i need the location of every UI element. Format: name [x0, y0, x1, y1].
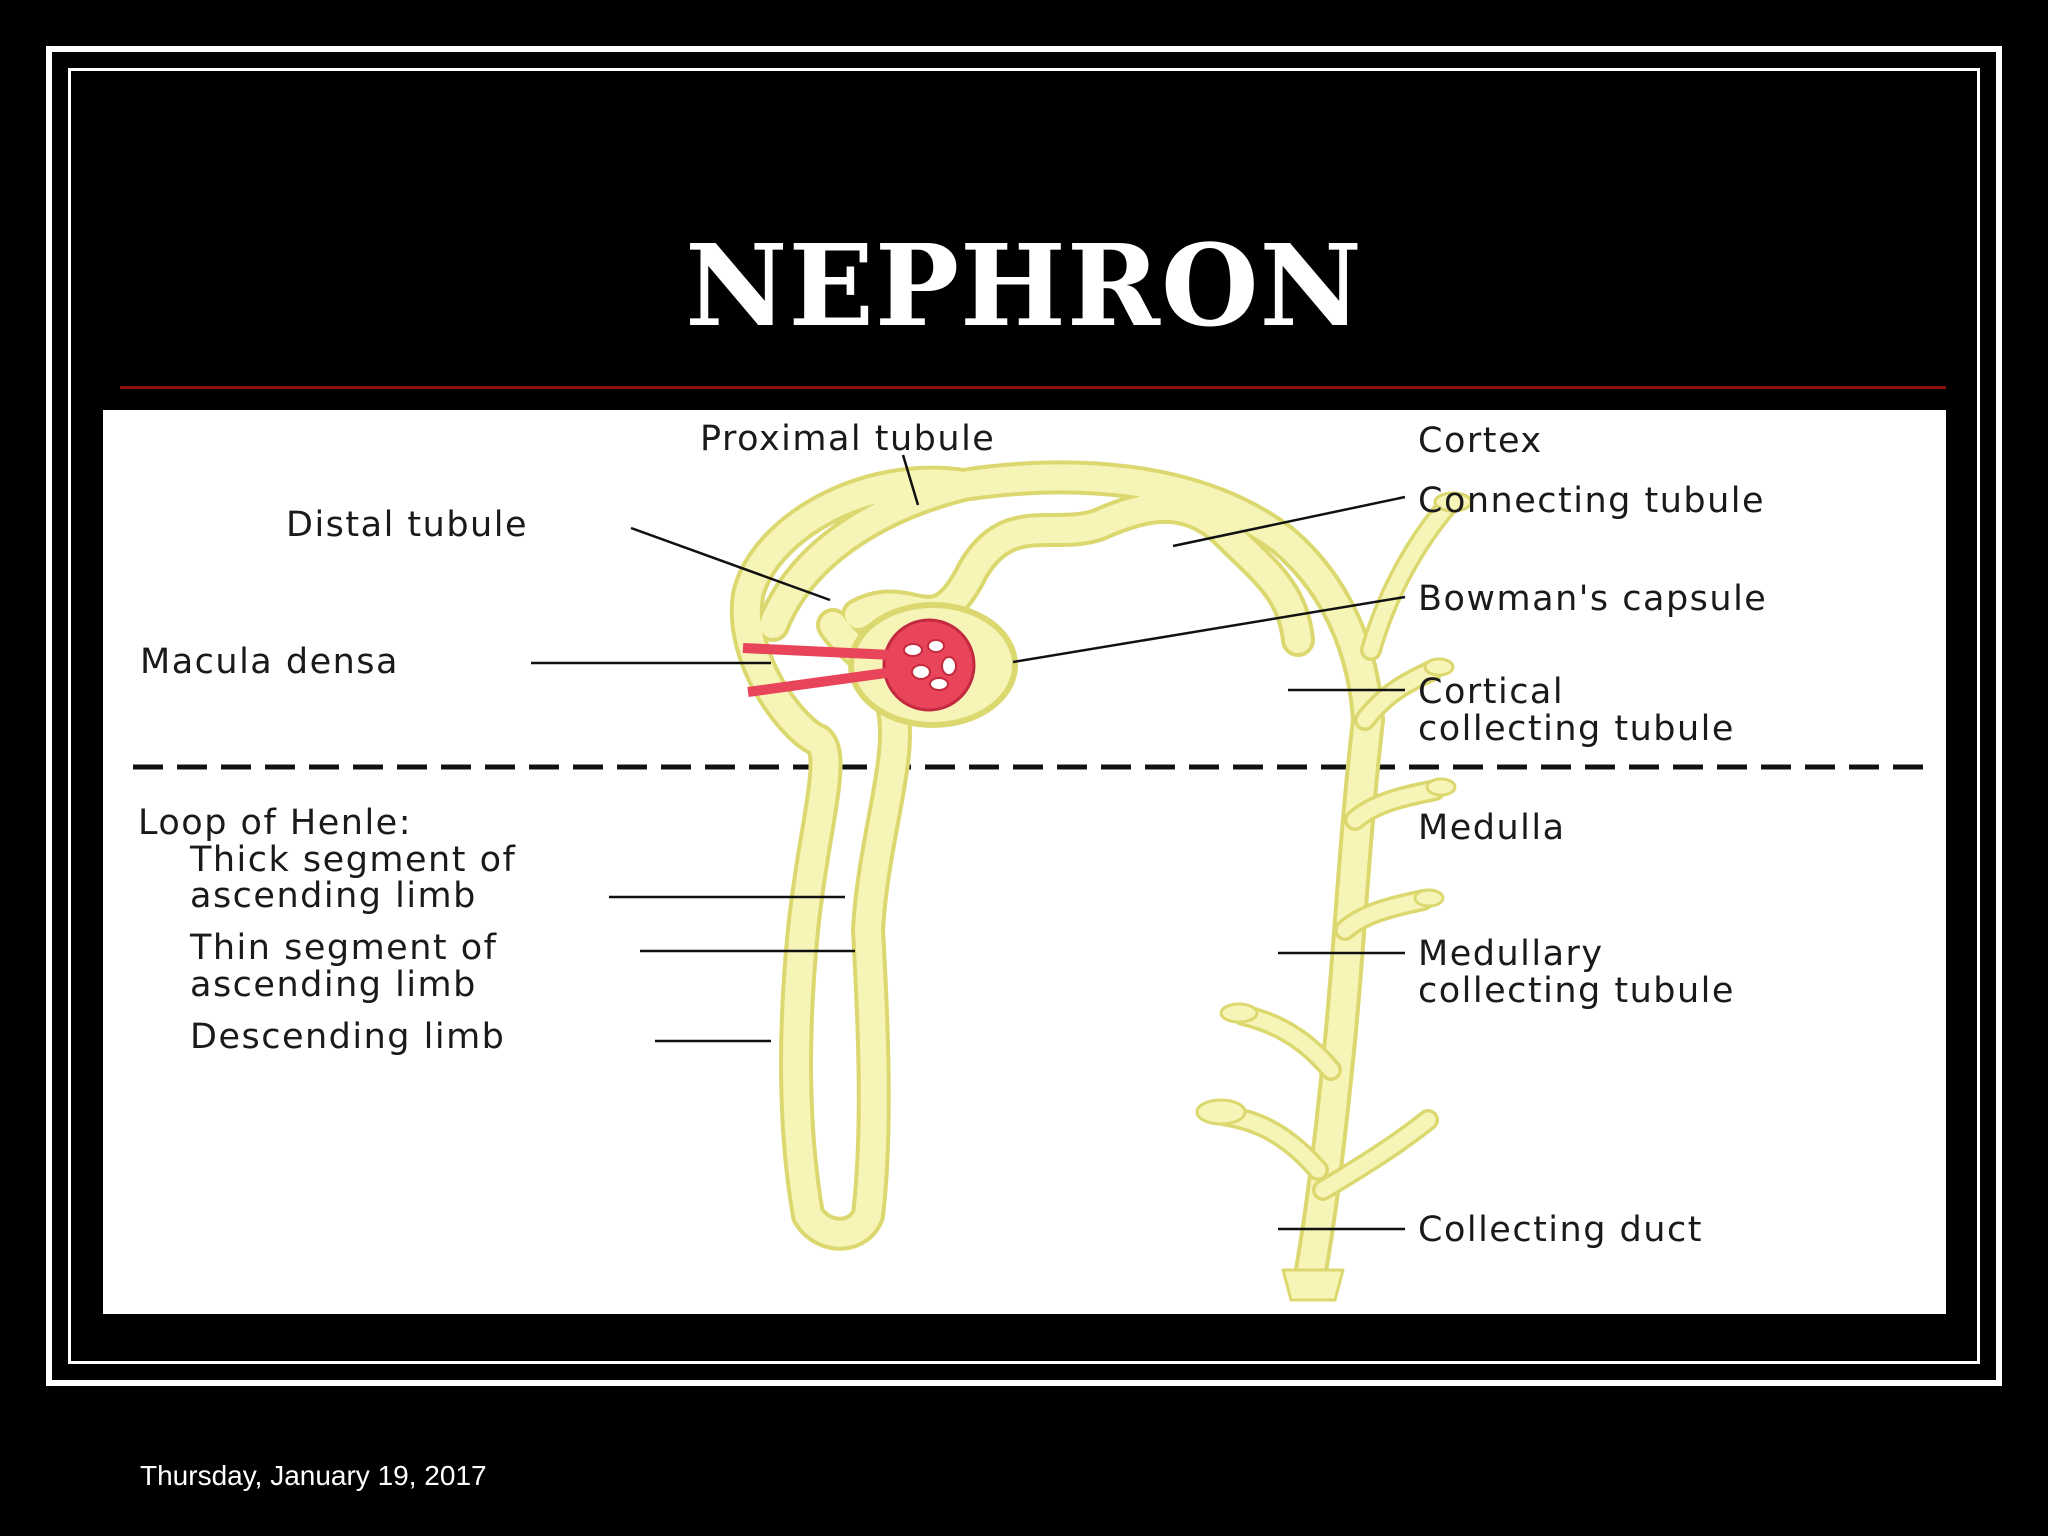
label-connecting-tubule: Connecting tubule	[1418, 481, 1766, 521]
label-medulla: Medulla	[1418, 808, 1566, 848]
label-medullary-collecting-line1: Medullary	[1418, 934, 1604, 974]
label-distal-tubule: Distal tubule	[286, 505, 528, 545]
label-macula-densa: Macula densa	[140, 642, 399, 682]
label-medullary-collecting-line2: collecting tubule	[1418, 971, 1735, 1011]
label-cortical-collecting-line2: collecting tubule	[1418, 709, 1735, 749]
label-collecting-duct: Collecting duct	[1418, 1210, 1703, 1250]
label-thick-segment-line2: ascending limb	[190, 876, 477, 916]
title-divider	[120, 386, 1946, 389]
glomerulus	[884, 620, 974, 710]
label-thin-segment-line1: Thin segment of	[190, 928, 498, 968]
label-cortical-collecting-line1: Cortical	[1418, 672, 1565, 712]
label-proximal-tubule: Proximal tubule	[700, 419, 996, 459]
slide-title: NEPHRON	[685, 221, 1363, 352]
nephron-diagram	[103, 410, 1946, 1314]
footer-date: Thursday, January 19, 2017	[140, 1460, 487, 1491]
label-thin-segment-line2: ascending limb	[190, 965, 477, 1005]
label-cortex: Cortex	[1418, 421, 1543, 461]
label-thick-segment-line1: Thick segment of	[190, 840, 517, 880]
label-bowmans-capsule: Bowman's capsule	[1418, 579, 1768, 619]
label-descending-limb: Descending limb	[190, 1017, 506, 1057]
label-loop-of-henle: Loop of Henle:	[138, 803, 412, 843]
